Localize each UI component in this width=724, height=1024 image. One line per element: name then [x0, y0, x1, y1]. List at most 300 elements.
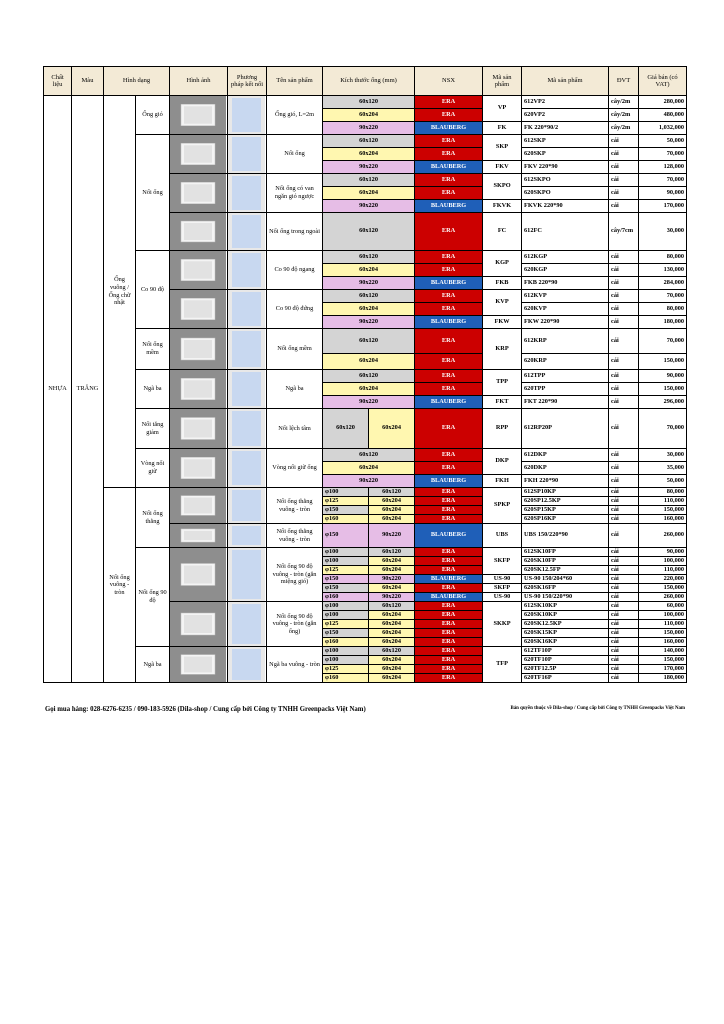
- product-name-cell: Ngã ba vuông - tròn: [267, 647, 323, 683]
- table-row: [44, 449, 687, 462]
- sku-cell: 620SP16KP: [522, 515, 609, 524]
- size-cell: 60x204: [369, 629, 415, 638]
- table-row: [44, 409, 687, 449]
- connection-image: [228, 174, 267, 213]
- diameter-cell: φ160: [323, 515, 369, 524]
- diameter-cell: φ100: [323, 557, 369, 566]
- product-photo-icon: [170, 647, 226, 682]
- price-cell: 130,000: [639, 264, 687, 277]
- table-row: [44, 370, 687, 383]
- subgroup-cell: Nối ống mềm: [136, 329, 170, 370]
- size-cell: 60x204: [323, 109, 415, 122]
- size-cell: 90x220: [323, 475, 415, 488]
- product-code-cell: TPP: [483, 370, 522, 396]
- manufacturer-cell: ERA: [415, 264, 483, 277]
- connection-image: [228, 488, 267, 524]
- size-cell: 90x220: [323, 316, 415, 329]
- manufacturer-cell: ERA: [415, 329, 483, 354]
- product-code-cell: SKKP: [483, 602, 522, 647]
- product-code-cell: SKP: [483, 135, 522, 161]
- sku-cell: 612KGP: [522, 251, 609, 264]
- sku-cell: FK 220*90/2: [522, 122, 609, 135]
- size-cell: 60x120: [323, 135, 415, 148]
- diameter-cell: φ100: [323, 548, 369, 557]
- size-cell: 60x120: [369, 488, 415, 497]
- manufacturer-cell: ERA: [415, 674, 483, 683]
- product-image: [170, 449, 228, 488]
- size-cell: 60x120: [323, 409, 369, 449]
- product-photo-icon: [170, 524, 226, 547]
- diameter-cell: φ125: [323, 620, 369, 629]
- unit-cell: cái: [609, 638, 639, 647]
- sku-cell: 620VP2: [522, 109, 609, 122]
- connection-diagram-icon: [228, 174, 265, 212]
- manufacturer-cell: ERA: [415, 148, 483, 161]
- product-photo-icon: [170, 602, 226, 646]
- diameter-cell: φ100: [323, 488, 369, 497]
- connection-image: [228, 370, 267, 409]
- connection-diagram-icon: [228, 96, 265, 134]
- price-cell: 284,000: [639, 277, 687, 290]
- product-image: [170, 174, 228, 213]
- sku-cell: 620SK12.5KP: [522, 620, 609, 629]
- sku-cell: 620TF12.5P: [522, 665, 609, 674]
- size-cell: 90x220: [323, 161, 415, 174]
- price-cell: 140,000: [639, 647, 687, 656]
- product-photo-icon: [170, 290, 226, 328]
- manufacturer-cell: ERA: [415, 557, 483, 566]
- unit-cell: cái: [609, 409, 639, 449]
- unit-cell: cái: [609, 462, 639, 475]
- unit-cell: cái: [609, 316, 639, 329]
- size-cell: 60x120: [369, 548, 415, 557]
- unit-cell: cái: [609, 515, 639, 524]
- price-cell: 128,000: [639, 161, 687, 174]
- manufacturer-cell: ERA: [415, 251, 483, 264]
- unit-cell: cái: [609, 449, 639, 462]
- size-cell: 60x204: [323, 187, 415, 200]
- manufacturer-cell: ERA: [415, 629, 483, 638]
- connection-diagram-icon: [228, 647, 265, 682]
- unit-cell: cái: [609, 593, 639, 602]
- product-image: [170, 213, 228, 251]
- manufacturer-cell: ERA: [415, 638, 483, 647]
- price-table-body: [44, 96, 687, 683]
- product-name-cell: Nối ống trong ngoài: [267, 213, 323, 251]
- manufacturer-cell: ERA: [415, 548, 483, 557]
- size-cell: 60x204: [323, 383, 415, 396]
- product-code-cell: FKT: [483, 396, 522, 409]
- unit-cell: cái: [609, 148, 639, 161]
- sku-cell: 620TF16P: [522, 674, 609, 683]
- price-cell: 480,000: [639, 109, 687, 122]
- manufacturer-cell: ERA: [415, 665, 483, 674]
- unit-cell: cái: [609, 290, 639, 303]
- connection-diagram-icon: [228, 213, 265, 250]
- connection-diagram-icon: [228, 449, 265, 487]
- size-cell: 60x120: [323, 251, 415, 264]
- price-cell: 170,000: [639, 200, 687, 213]
- size-cell: 60x120: [323, 370, 415, 383]
- size-cell: 60x204: [369, 515, 415, 524]
- price-cell: 90,000: [639, 370, 687, 383]
- product-code-cell: FKW: [483, 316, 522, 329]
- unit-cell: cái: [609, 200, 639, 213]
- price-table: [43, 66, 687, 683]
- unit-cell: cái: [609, 135, 639, 148]
- price-cell: 180,000: [639, 316, 687, 329]
- sku-cell: US-90 150/204*60: [522, 575, 609, 584]
- unit-cell: cái: [609, 174, 639, 187]
- size-cell: 90x220: [323, 200, 415, 213]
- table-row: [44, 96, 687, 109]
- sku-cell: 620SP12.5KP: [522, 497, 609, 506]
- price-cell: 150,000: [639, 354, 687, 370]
- product-code-cell: FKVK: [483, 200, 522, 213]
- sku-cell: 612SKPO: [522, 174, 609, 187]
- manufacturer-cell: ERA: [415, 303, 483, 316]
- size-cell: 60x204: [369, 611, 415, 620]
- unit-cell: cái: [609, 497, 639, 506]
- sku-cell: FKH 220*90: [522, 475, 609, 488]
- manufacturer-cell: ERA: [415, 354, 483, 370]
- unit-cell: cái: [609, 656, 639, 665]
- product-code-cell: SKFP: [483, 584, 522, 593]
- diameter-cell: φ125: [323, 497, 369, 506]
- size-cell: 60x204: [369, 506, 415, 515]
- size-cell: 60x204: [369, 409, 415, 449]
- material-cell: NHỰA: [44, 96, 72, 683]
- product-photo-icon: [170, 213, 226, 250]
- size-cell: 60x204: [323, 462, 415, 475]
- manufacturer-cell: ERA: [415, 566, 483, 575]
- connection-image: [228, 602, 267, 647]
- unit-cell: cái: [609, 488, 639, 497]
- manufacturer-cell: BLAUBERG: [415, 316, 483, 329]
- size-cell: 60x204: [323, 354, 415, 370]
- connection-diagram-icon: [228, 251, 265, 289]
- header-product-name: Tên sản phẩm: [267, 67, 323, 96]
- sku-cell: FKV 220*90: [522, 161, 609, 174]
- product-image: [170, 602, 228, 647]
- product-photo-icon: [170, 174, 226, 212]
- product-name-cell: Co 90 độ ngang: [267, 251, 323, 290]
- manufacturer-cell: BLAUBERG: [415, 475, 483, 488]
- price-cell: 150,000: [639, 506, 687, 515]
- size-cell: 60x120: [369, 602, 415, 611]
- price-cell: 220,000: [639, 575, 687, 584]
- table-row: [44, 488, 687, 497]
- footer-copyright: Bản quyền thuộc về Dila-shop / Cung cấp bởi Công ty TNHH Greenpacks Việt Nam: [510, 706, 685, 711]
- manufacturer-cell: BLAUBERG: [415, 161, 483, 174]
- diameter-cell: φ150: [323, 575, 369, 584]
- sku-cell: FKT 220*90: [522, 396, 609, 409]
- product-code-cell: KRP: [483, 329, 522, 370]
- sku-cell: FKW 220*90: [522, 316, 609, 329]
- price-cell: 60,000: [639, 602, 687, 611]
- manufacturer-cell: BLAUBERG: [415, 524, 483, 548]
- price-cell: 160,000: [639, 515, 687, 524]
- sku-cell: FKB 220*90: [522, 277, 609, 290]
- product-code-cell: SKFP: [483, 548, 522, 575]
- shape-group-cell: Nối ống vuông - tròn: [104, 488, 136, 683]
- sku-cell: 620SK10FP: [522, 557, 609, 566]
- product-image: [170, 96, 228, 135]
- product-name-cell: Nối ống mềm: [267, 329, 323, 370]
- product-photo-icon: [170, 329, 226, 369]
- color-cell: TRẮNG: [72, 96, 104, 683]
- diameter-cell: φ150: [323, 629, 369, 638]
- table-row: [44, 251, 687, 264]
- size-cell: 60x204: [369, 620, 415, 629]
- price-cell: 80,000: [639, 303, 687, 316]
- connection-diagram-icon: [228, 135, 265, 173]
- sku-cell: 612SK10KP: [522, 602, 609, 611]
- unit-cell: cái: [609, 557, 639, 566]
- price-cell: 70,000: [639, 148, 687, 161]
- table-row: [44, 329, 687, 354]
- size-cell: 60x120: [323, 213, 415, 251]
- diameter-cell: φ160: [323, 593, 369, 602]
- connection-image: [228, 548, 267, 602]
- manufacturer-cell: ERA: [415, 290, 483, 303]
- size-cell: 90x220: [323, 396, 415, 409]
- product-code-cell: UBS: [483, 524, 522, 548]
- sku-cell: 620KVP: [522, 303, 609, 316]
- unit-cell: cái: [609, 354, 639, 370]
- size-cell: 60x120: [323, 449, 415, 462]
- sku-cell: 620DKP: [522, 462, 609, 475]
- manufacturer-cell: ERA: [415, 584, 483, 593]
- manufacturer-cell: ERA: [415, 135, 483, 148]
- unit-cell: cái: [609, 524, 639, 548]
- sku-cell: 620SP15KP: [522, 506, 609, 515]
- unit-cell: cái: [609, 383, 639, 396]
- unit-cell: cái: [609, 329, 639, 354]
- unit-cell: cái: [609, 161, 639, 174]
- unit-cell: cái: [609, 575, 639, 584]
- price-cell: 160,000: [639, 638, 687, 647]
- sku-cell: 620SKP: [522, 148, 609, 161]
- product-image: [170, 488, 228, 524]
- manufacturer-cell: BLAUBERG: [415, 593, 483, 602]
- unit-cell: cái: [609, 620, 639, 629]
- sku-cell: 612SK10FP: [522, 548, 609, 557]
- manufacturer-cell: ERA: [415, 497, 483, 506]
- price-cell: 150,000: [639, 629, 687, 638]
- manufacturer-cell: ERA: [415, 620, 483, 629]
- product-name-cell: Vòng nối giữ ống: [267, 449, 323, 488]
- sku-cell: 620SKPO: [522, 187, 609, 200]
- connection-diagram-icon: [228, 290, 265, 328]
- unit-cell: cái: [609, 251, 639, 264]
- product-photo-icon: [170, 251, 226, 289]
- header-color: Màu: [72, 67, 104, 96]
- size-cell: 60x204: [369, 497, 415, 506]
- sku-cell: 620SK12.5FP: [522, 566, 609, 575]
- product-name-cell: Nối ống thẳng vuông - tròn: [267, 488, 323, 524]
- manufacturer-cell: ERA: [415, 506, 483, 515]
- unit-cell: cái: [609, 506, 639, 515]
- connection-diagram-icon: [228, 329, 265, 369]
- subgroup-cell: Nối ống 90 độ: [136, 548, 170, 647]
- unit-cell: cái: [609, 566, 639, 575]
- unit-cell: cái: [609, 602, 639, 611]
- product-image: [170, 290, 228, 329]
- diameter-cell: φ100: [323, 656, 369, 665]
- manufacturer-cell: BLAUBERG: [415, 122, 483, 135]
- diameter-cell: φ100: [323, 602, 369, 611]
- header-price: Giá bán (có VAT): [639, 67, 687, 96]
- product-code-cell: US-90: [483, 593, 522, 602]
- product-image: [170, 251, 228, 290]
- manufacturer-cell: BLAUBERG: [415, 200, 483, 213]
- product-photo-icon: [170, 96, 226, 134]
- unit-cell: cái: [609, 277, 639, 290]
- header-image: Hình ảnh: [170, 67, 228, 96]
- table-row: [44, 548, 687, 557]
- product-image: [170, 370, 228, 409]
- size-cell: 60x120: [323, 290, 415, 303]
- shape-group-cell: Ống vuông / Ống chữ nhật: [104, 96, 136, 488]
- diameter-cell: φ160: [323, 638, 369, 647]
- size-cell: 60x120: [323, 174, 415, 187]
- price-cell: 30,000: [639, 449, 687, 462]
- product-name-cell: Ống gió, L=2m: [267, 96, 323, 135]
- unit-cell: cây/2m: [609, 122, 639, 135]
- manufacturer-cell: ERA: [415, 213, 483, 251]
- diameter-cell: φ100: [323, 611, 369, 620]
- product-photo-icon: [170, 488, 226, 523]
- connection-image: [228, 524, 267, 548]
- sku-cell: 620SK16KP: [522, 638, 609, 647]
- sku-cell: US-90 150/220*90: [522, 593, 609, 602]
- product-name-cell: Nối ống 90 độ vuông - tròn (gắn miệng gió): [267, 548, 323, 602]
- unit-cell: cái: [609, 475, 639, 488]
- subgroup-cell: Nối ống: [136, 135, 170, 251]
- size-cell: 60x204: [369, 566, 415, 575]
- price-cell: 70,000: [639, 290, 687, 303]
- unit-cell: cái: [609, 187, 639, 200]
- product-photo-icon: [170, 548, 226, 601]
- sku-cell: UBS 150/220*90: [522, 524, 609, 548]
- price-cell: 150,000: [639, 383, 687, 396]
- sku-cell: 620TF10P: [522, 656, 609, 665]
- header-product-code: Mã sản phẩm: [483, 67, 522, 96]
- header-sku: Mã sản phẩm: [522, 67, 609, 96]
- product-image: [170, 409, 228, 449]
- size-cell: 90x220: [323, 122, 415, 135]
- connection-diagram-icon: [228, 409, 265, 448]
- unit-cell: cái: [609, 303, 639, 316]
- product-name-cell: Nối ống có van ngăn gió ngược: [267, 174, 323, 213]
- unit-cell: cái: [609, 665, 639, 674]
- price-cell: 100,000: [639, 557, 687, 566]
- size-cell: 60x204: [369, 665, 415, 674]
- size-cell: 90x220: [323, 277, 415, 290]
- sku-cell: 612KRP: [522, 329, 609, 354]
- subgroup-cell: Vòng nối giữ: [136, 449, 170, 488]
- size-cell: 60x120: [323, 329, 415, 354]
- subgroup-cell: Nối tăng giảm: [136, 409, 170, 449]
- connection-diagram-icon: [228, 548, 265, 601]
- manufacturer-cell: ERA: [415, 656, 483, 665]
- product-code-cell: FC: [483, 213, 522, 251]
- diameter-cell: φ150: [323, 506, 369, 515]
- size-cell: 60x204: [369, 656, 415, 665]
- sku-cell: 612TF10P: [522, 647, 609, 656]
- unit-cell: cái: [609, 370, 639, 383]
- connection-diagram-icon: [228, 370, 265, 408]
- sku-cell: 620SK10KP: [522, 611, 609, 620]
- product-photo-icon: [170, 409, 226, 448]
- connection-image: [228, 290, 267, 329]
- price-cell: 180,000: [639, 674, 687, 683]
- connection-image: [228, 449, 267, 488]
- sku-cell: 612RP20P: [522, 409, 609, 449]
- price-cell: 90,000: [639, 187, 687, 200]
- unit-cell: cái: [609, 611, 639, 620]
- product-photo-icon: [170, 370, 226, 408]
- product-image: [170, 329, 228, 370]
- manufacturer-cell: ERA: [415, 462, 483, 475]
- price-cell: 280,000: [639, 96, 687, 109]
- header-connection: Phương pháp kết nối: [228, 67, 267, 96]
- manufacturer-cell: ERA: [415, 370, 483, 383]
- product-code-cell: FK: [483, 122, 522, 135]
- unit-cell: cái: [609, 264, 639, 277]
- sku-cell: 620SK15KP: [522, 629, 609, 638]
- diameter-cell: φ150: [323, 524, 369, 548]
- size-cell: 60x204: [369, 557, 415, 566]
- connection-image: [228, 251, 267, 290]
- size-cell: 60x204: [369, 638, 415, 647]
- price-cell: 50,000: [639, 475, 687, 488]
- size-cell: 90x220: [369, 524, 415, 548]
- manufacturer-cell: ERA: [415, 647, 483, 656]
- product-code-cell: TFP: [483, 647, 522, 683]
- manufacturer-cell: ERA: [415, 602, 483, 611]
- product-photo-icon: [170, 449, 226, 487]
- diameter-cell: φ125: [323, 566, 369, 575]
- sku-cell: 612KVP: [522, 290, 609, 303]
- table-row: [44, 135, 687, 148]
- price-cell: 150,000: [639, 584, 687, 593]
- manufacturer-cell: BLAUBERG: [415, 277, 483, 290]
- product-code-cell: FKB: [483, 277, 522, 290]
- sku-cell: 620TPP: [522, 383, 609, 396]
- price-cell: 90,000: [639, 548, 687, 557]
- product-image: [170, 548, 228, 602]
- connection-image: [228, 135, 267, 174]
- subgroup-cell: Ngã ba: [136, 370, 170, 409]
- price-cell: 296,000: [639, 396, 687, 409]
- sku-cell: 612VP2: [522, 96, 609, 109]
- table-row: [44, 647, 687, 656]
- sku-cell: 612FC: [522, 213, 609, 251]
- product-photo-icon: [170, 135, 226, 173]
- product-name-cell: Co 90 độ đứng: [267, 290, 323, 329]
- diameter-cell: φ160: [323, 674, 369, 683]
- product-code-cell: FKH: [483, 475, 522, 488]
- price-cell: 80,000: [639, 251, 687, 264]
- diameter-cell: φ125: [323, 665, 369, 674]
- price-cell: 260,000: [639, 524, 687, 548]
- header-shape: Hình dạng: [104, 67, 170, 96]
- unit-cell: cây/2m: [609, 96, 639, 109]
- product-code-cell: SKPO: [483, 174, 522, 200]
- price-cell: 70,000: [639, 329, 687, 354]
